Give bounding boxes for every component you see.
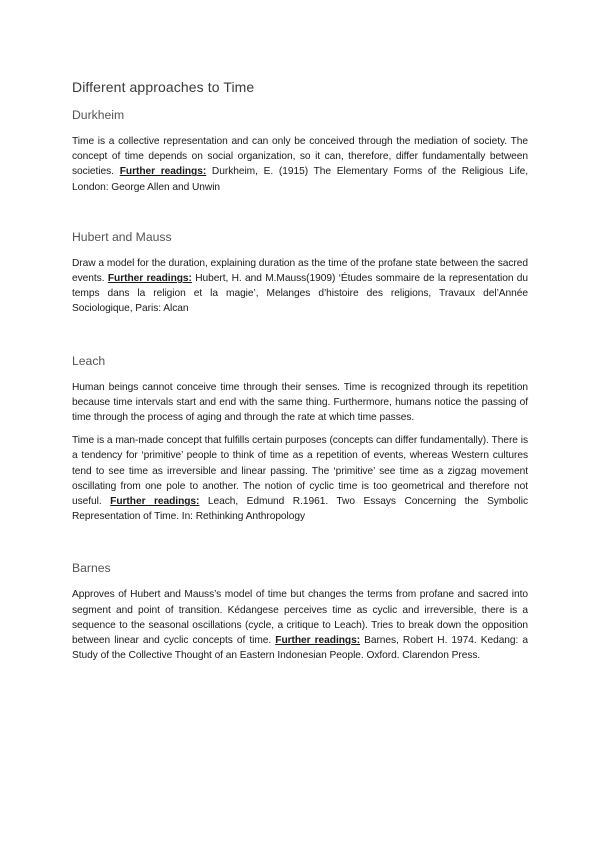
section-heading: Leach <box>72 353 106 368</box>
further-readings-text: Durkheim, E. (1915) The Elementary Forms of the Religious Life, London: George Allen and Unwin <box>72 166 528 193</box>
further-readings-label: Further readings: <box>110 496 200 508</box>
paragraph <box>72 380 528 426</box>
paragraph <box>72 587 528 663</box>
section-barnes <box>72 561 528 663</box>
paragraph <box>72 256 528 317</box>
paragraph-text: Human beings cannot conceive time through their senses. Time is recognized through its repetition because time intervals start and end with the same thing. Furthermore, humans notice the passing of time through the process of aging and through the rate at which time passes. <box>72 381 528 424</box>
paragraph-text: Time is a collective representation and can only be conceived through the mediation of society. The concept of time depends on social organization, so it can, therefore, differ fundamentally between societies. <box>72 136 528 178</box>
paragraph-text: Draw a model for the duration, explaining duration as the time of the profane state between the sacred events. <box>72 257 528 285</box>
paragraph-text: Time is a man-made concept that fulfills certain purposes (concepts can differ fundamentally). There is a tendency for ‘primitive’ people to think of time as a repetition of events, whereas Western cultures tend to see time as irreversible and linear passing. The ‘primitive’ see time as a zigzag movement oscillating from one pole to another. The notion of cyclic time is too geometrical and therefore not useful. <box>72 435 528 508</box>
section-heading: Hubert and Mauss <box>72 229 172 244</box>
section-hubert-mauss <box>72 230 528 317</box>
section-leach <box>72 354 528 525</box>
paragraph-text: Approves of Hubert and Mauss’s model of time but changes the terms from profane and sacred into segment and point of transition. Kédangese perceives time as cyclic and irreversible, there is a sequence to the seasonal oscillations (cycle, a critique to Leach). Tries to break down the opposition between linear and cyclic concepts of time. <box>72 589 528 647</box>
further-readings-label: Further readings: <box>119 166 207 178</box>
further-readings-label: Further readings: <box>275 635 361 647</box>
paragraph <box>72 134 528 195</box>
paragraph <box>72 433 528 524</box>
further-readings-text: Hubert, H. and M.Mauss(1909) ‘Études sommaire de la representation du temps dans la religion et la magie’, Melanges d’histoire des religions, Travaux del’Année Sociologique, Paris: Alcan <box>72 273 529 315</box>
further-readings-text: Barnes, Robert H. 1974. Kedang: a Study of the Collective Thought of an Eastern Indonesian People. Oxford. Clarendon Press. <box>72 635 528 662</box>
section-durkheim <box>72 108 528 195</box>
further-readings-label: Further readings: <box>107 273 192 285</box>
further-readings-text: Leach, Edmund R.1961. Two Essays Concerning the Symbolic Representation of Time. In: Rethinking Anthropology <box>72 496 528 523</box>
section-heading: Barnes <box>72 561 111 576</box>
page-title: Different approaches to Time <box>72 79 255 95</box>
section-heading: Durkheim <box>72 108 125 122</box>
